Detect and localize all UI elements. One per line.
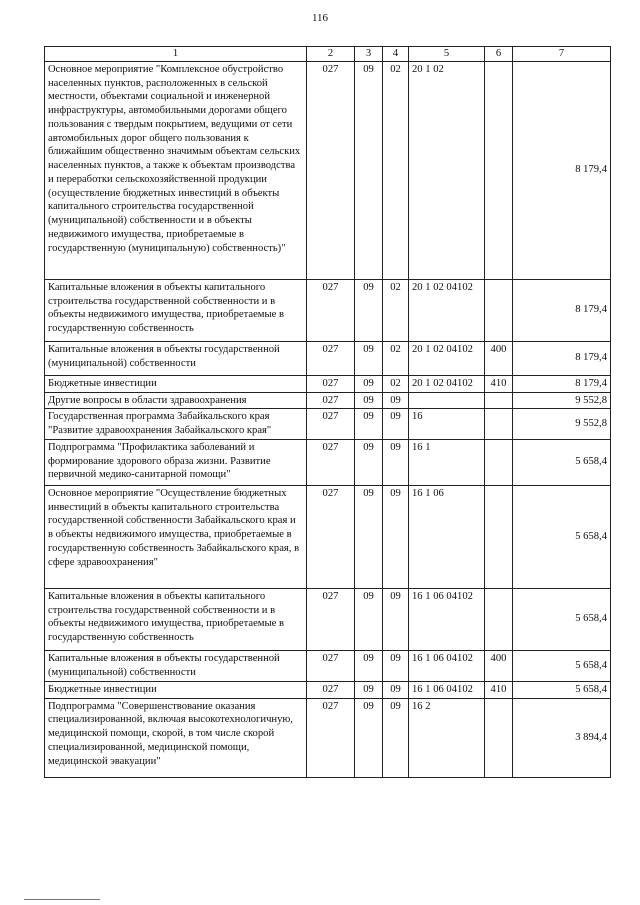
row-rz-cell: 09 xyxy=(355,681,383,698)
row-csr-cell: 20 1 02 04102 xyxy=(409,375,485,392)
table-row xyxy=(45,409,611,440)
row-csr-cell: 20 1 02 04102 xyxy=(409,341,485,375)
row-rz-cell: 09 xyxy=(355,61,383,279)
row-vr-cell: 410 xyxy=(485,681,513,698)
table-row xyxy=(45,61,611,279)
row-ved-cell: 027 xyxy=(307,392,355,409)
row-rz-cell: 09 xyxy=(355,341,383,375)
header-cell-4: 4 xyxy=(383,47,409,62)
row-amount-cell: 8 179,4 xyxy=(513,341,611,375)
header-cell-6: 6 xyxy=(485,47,513,62)
row-ved-cell: 027 xyxy=(307,279,355,341)
header-row xyxy=(45,47,611,62)
row-name-cell: Основное мероприятие "Комплексное обустройство населенных пунктов, расположенных в сельской местности, объектами социальной и инженерной инфраструктуры, автомобильными дорогами общего пользования с твердым покрытием, ведущими от сети автомобильных дорог общего пользования к ближайшим общественно значимым объектам сельских населенных пунктов, а также к объектам производства и переработки сельскохозяйственной продукции (осуществление бюджетных инвестиций в объекты капитального строительства государственной (муниципальной) собственности и в объекты недвижимого имущества, приобретаемые в государственную (муниципальную) собственность)" xyxy=(45,61,307,279)
table-row xyxy=(45,650,611,681)
row-vr-cell xyxy=(485,61,513,279)
row-amount-cell: 8 179,4 xyxy=(513,375,611,392)
row-vr-cell: 400 xyxy=(485,650,513,681)
page-number: 116 xyxy=(311,12,329,24)
row-ved-cell: 027 xyxy=(307,439,355,485)
header-cell-7: 7 xyxy=(513,47,611,62)
row-name-cell: Капитальные вложения в объекты капитального строительства государственной собственности и в объекты недвижимого имущества, приобретаемые в государственную собственность xyxy=(45,279,307,341)
header-cell-3: 3 xyxy=(355,47,383,62)
row-csr-cell: 16 2 xyxy=(409,698,485,777)
row-name-cell: Бюджетные инвестиции xyxy=(45,681,307,698)
row-pr-cell: 02 xyxy=(383,341,409,375)
row-ved-cell: 027 xyxy=(307,588,355,650)
row-vr-cell xyxy=(485,439,513,485)
row-rz-cell: 09 xyxy=(355,392,383,409)
row-amount-cell: 5 658,4 xyxy=(513,588,611,650)
row-name-cell: Капитальные вложения в объекты капитального строительства государственной собственности и в объекты недвижимого имущества, приобретаемые в государственную собственность xyxy=(45,588,307,650)
row-vr-cell: 410 xyxy=(485,375,513,392)
row-name-cell: Государственная программа Забайкальского края "Развитие здравоохранения Забайкальского края" xyxy=(45,409,307,440)
row-name-cell: Капитальные вложения в объекты государственной (муниципальной) собственности xyxy=(45,341,307,375)
row-pr-cell: 09 xyxy=(383,650,409,681)
row-csr-cell: 16 1 06 04102 xyxy=(409,681,485,698)
row-vr-cell xyxy=(485,409,513,440)
row-amount-cell: 5 658,4 xyxy=(513,681,611,698)
row-vr-cell xyxy=(485,588,513,650)
row-pr-cell: 02 xyxy=(383,61,409,279)
table-row xyxy=(45,439,611,485)
row-name-cell: Основное мероприятие "Осуществление бюджетных инвестиций в объекты капитального строительства государственной собственности Забайкальского края и в объекты недвижимого имущества, приобретаемые в государственную собственность Забайкальского края, в сфере здравоохранения" xyxy=(45,485,307,588)
row-csr-cell: 16 xyxy=(409,409,485,440)
row-csr-cell: 16 1 xyxy=(409,439,485,485)
row-ved-cell: 027 xyxy=(307,61,355,279)
row-rz-cell: 09 xyxy=(355,279,383,341)
row-vr-cell xyxy=(485,485,513,588)
row-pr-cell: 09 xyxy=(383,681,409,698)
row-pr-cell: 09 xyxy=(383,698,409,777)
table-row xyxy=(45,485,611,588)
row-pr-cell: 09 xyxy=(383,439,409,485)
row-rz-cell: 09 xyxy=(355,650,383,681)
row-amount-cell: 8 179,4 xyxy=(513,61,611,279)
row-vr-cell xyxy=(485,698,513,777)
row-csr-cell: 16 1 06 04102 xyxy=(409,650,485,681)
row-amount-cell: 9 552,8 xyxy=(513,409,611,440)
row-name-cell: Подпрограмма "Совершенствование оказания специализированной, включая высокотехнологичную, медицинской помощи, скорой, в том числе скорой специализированной, медицинской помощи, медицинской эвакуации" xyxy=(45,698,307,777)
row-ved-cell: 027 xyxy=(307,485,355,588)
table-row xyxy=(45,588,611,650)
row-vr-cell xyxy=(485,392,513,409)
row-rz-cell: 09 xyxy=(355,485,383,588)
row-ved-cell: 027 xyxy=(307,681,355,698)
row-ved-cell: 027 xyxy=(307,650,355,681)
footnote-divider xyxy=(24,899,100,900)
row-amount-cell: 5 658,4 xyxy=(513,650,611,681)
budget-table xyxy=(44,46,611,778)
row-rz-cell: 09 xyxy=(355,439,383,485)
row-rz-cell: 09 xyxy=(355,588,383,650)
table-row xyxy=(45,681,611,698)
row-rz-cell: 09 xyxy=(355,409,383,440)
row-name-cell: Бюджетные инвестиции xyxy=(45,375,307,392)
table-row xyxy=(45,375,611,392)
row-vr-cell xyxy=(485,279,513,341)
row-csr-cell: 20 1 02 xyxy=(409,61,485,279)
row-csr-cell: 20 1 02 04102 xyxy=(409,279,485,341)
row-rz-cell: 09 xyxy=(355,698,383,777)
row-amount-cell: 5 658,4 xyxy=(513,439,611,485)
table-row xyxy=(45,279,611,341)
row-amount-cell: 5 658,4 xyxy=(513,485,611,588)
row-csr-cell: 16 1 06 04102 xyxy=(409,588,485,650)
row-amount-cell: 3 894,4 xyxy=(513,698,611,777)
row-pr-cell: 09 xyxy=(383,588,409,650)
header-cell-2: 2 xyxy=(307,47,355,62)
table-row xyxy=(45,698,611,777)
table-row xyxy=(45,392,611,409)
header-cell-1: 1 xyxy=(45,47,307,62)
row-ved-cell: 027 xyxy=(307,375,355,392)
row-ved-cell: 027 xyxy=(307,409,355,440)
row-pr-cell: 09 xyxy=(383,485,409,588)
row-pr-cell: 02 xyxy=(383,375,409,392)
table-row xyxy=(45,341,611,375)
row-ved-cell: 027 xyxy=(307,698,355,777)
row-name-cell: Капитальные вложения в объекты государственной (муниципальной) собственности xyxy=(45,650,307,681)
row-csr-cell xyxy=(409,392,485,409)
row-ved-cell: 027 xyxy=(307,341,355,375)
row-pr-cell: 09 xyxy=(383,409,409,440)
row-rz-cell: 09 xyxy=(355,375,383,392)
row-amount-cell: 9 552,8 xyxy=(513,392,611,409)
row-name-cell: Другие вопросы в области здравоохранения xyxy=(45,392,307,409)
row-amount-cell: 8 179,4 xyxy=(513,279,611,341)
row-vr-cell: 400 xyxy=(485,341,513,375)
row-name-cell: Подпрограмма "Профилактика заболеваний и формирование здорового образа жизни. Развитие первичной медико-санитарной помощи" xyxy=(45,439,307,485)
row-csr-cell: 16 1 06 xyxy=(409,485,485,588)
row-pr-cell: 09 xyxy=(383,392,409,409)
header-cell-5: 5 xyxy=(409,47,485,62)
row-pr-cell: 02 xyxy=(383,279,409,341)
